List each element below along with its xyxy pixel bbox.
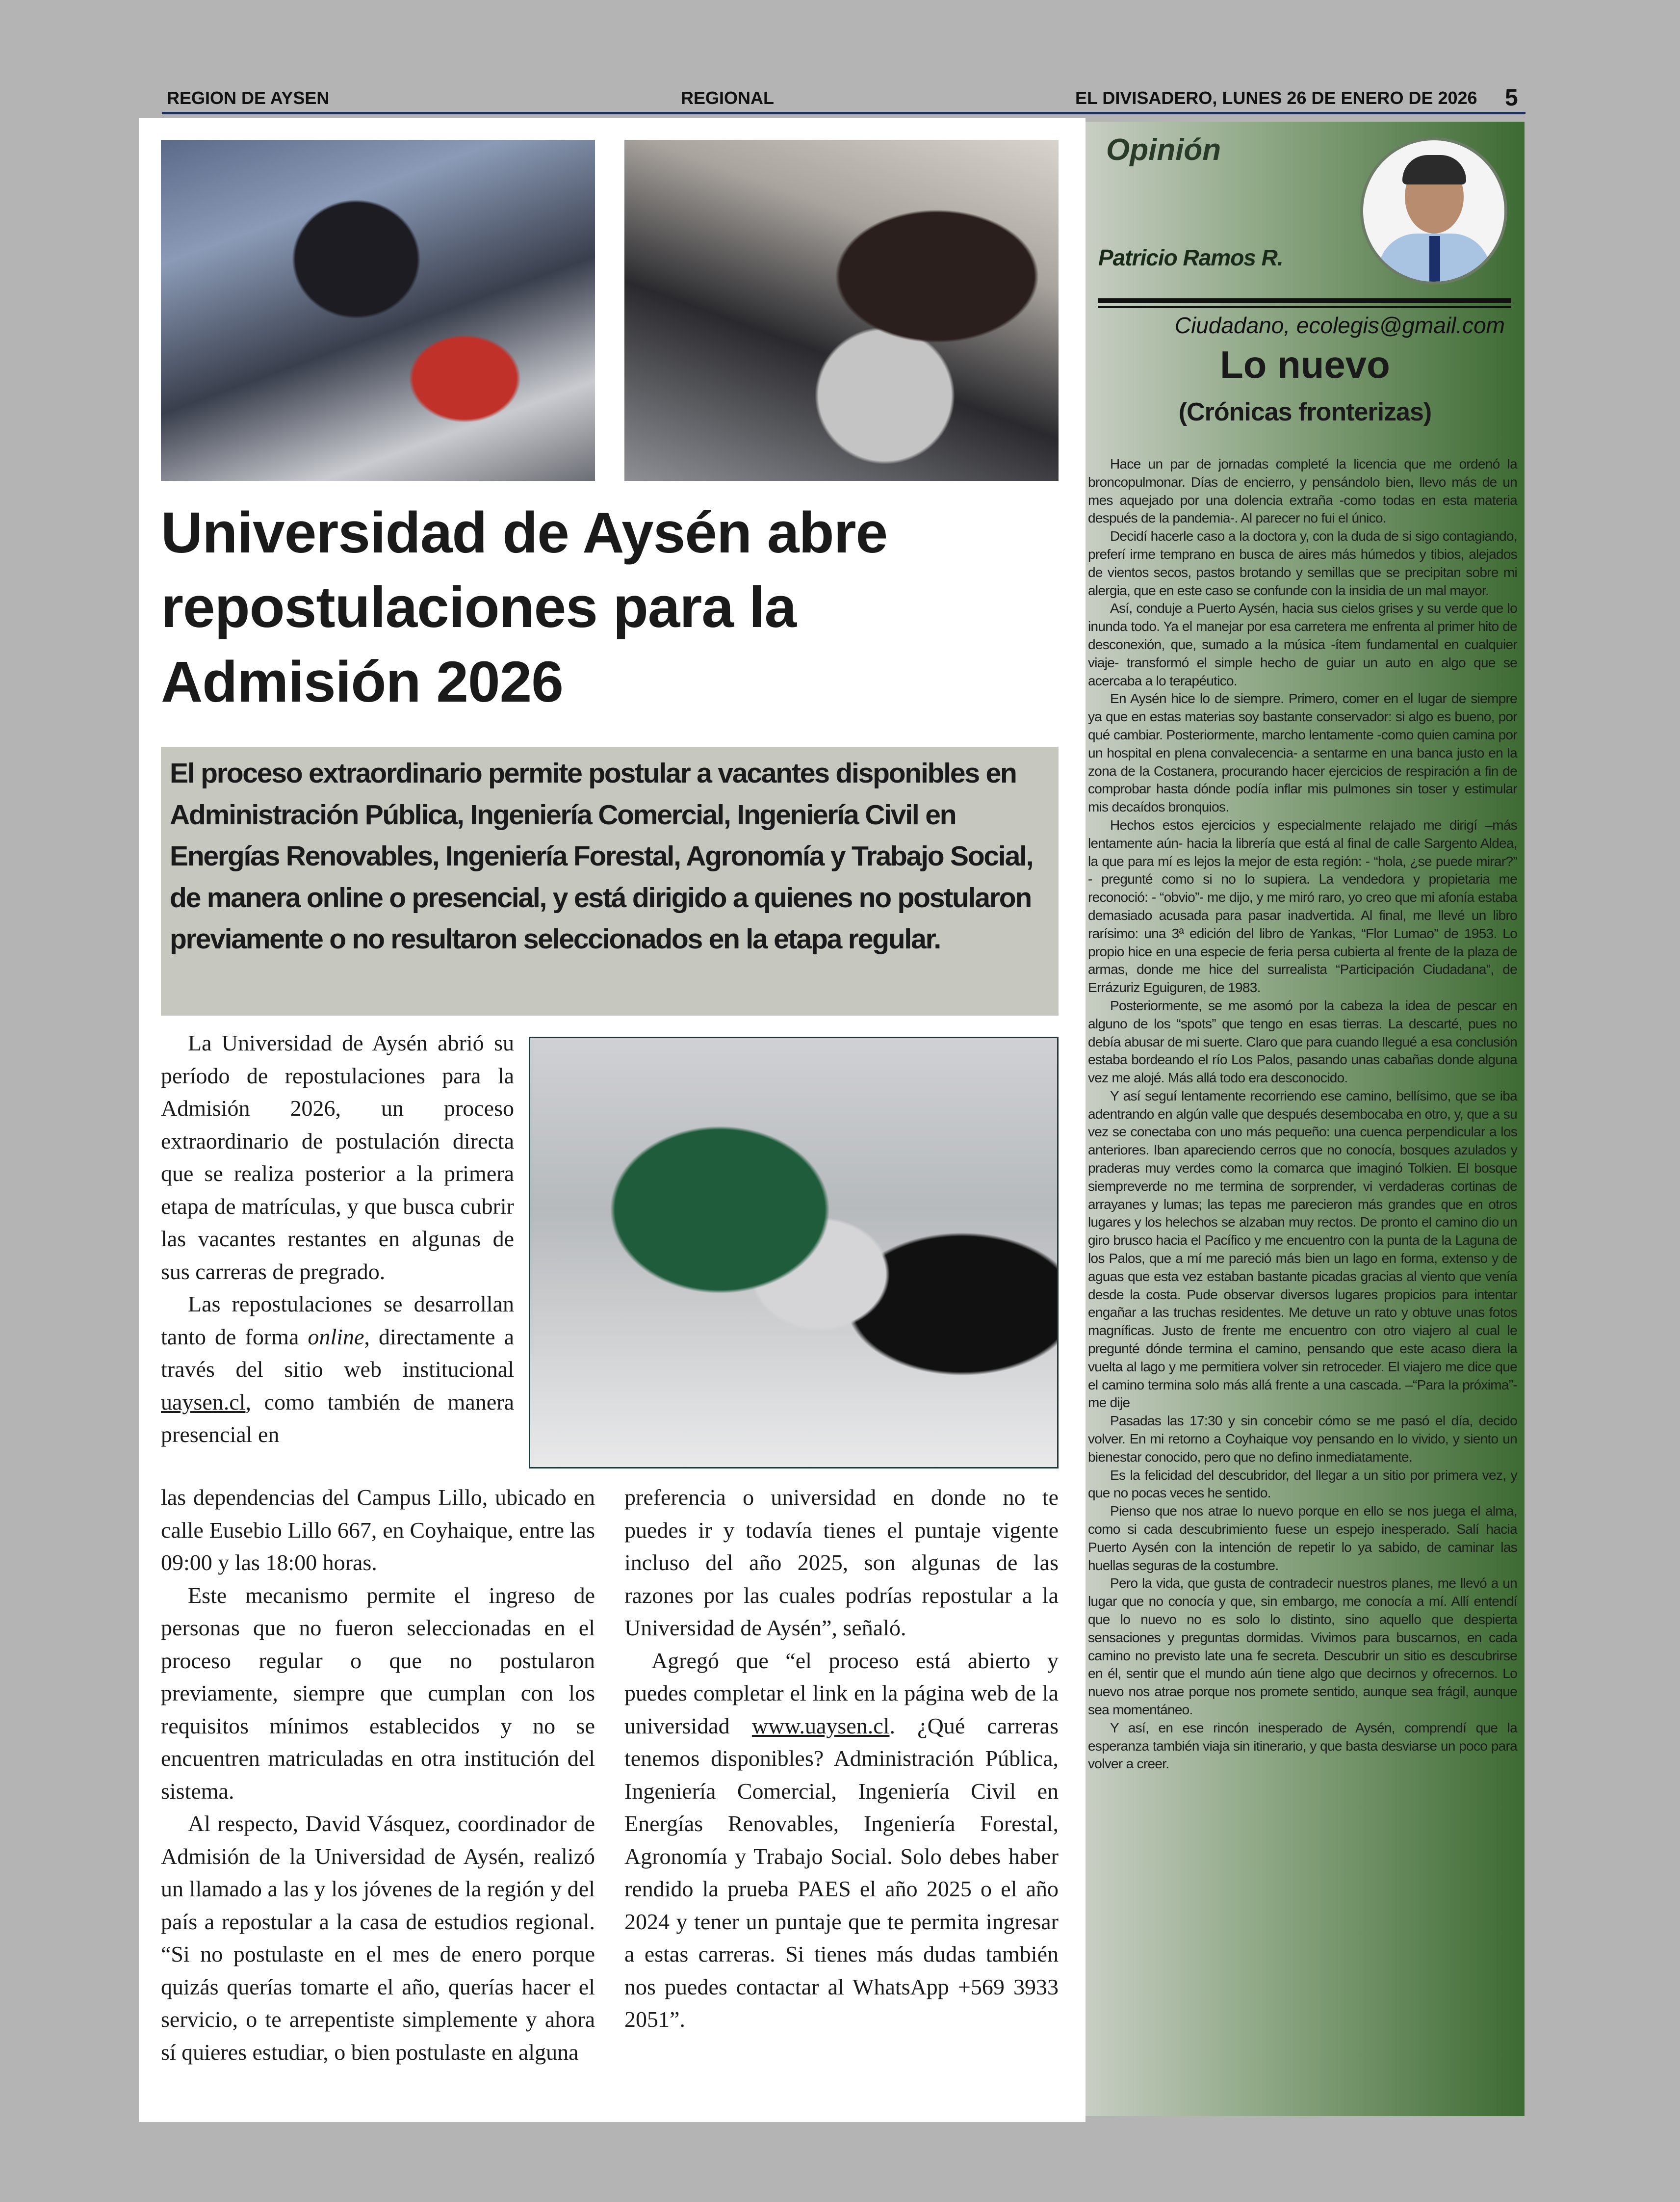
opinion-paragraph: Y así seguí lentamente recorriendo ese camino, bellísimo, que se iba adentrando en algún valle que después desembocaba en otro, y, que a su vez se conectaba con uno más pequeño: una cuenca perpendicular a los anteriores. Iban apareciendo cerros que no conocía, bosques azulados y praderas muy verdes como la comarca que imaginó Tolkien. El bosque siempreverde no me termina de sorprender, vi verdaderas cortinas de arrayanes y lumas; las tepas me parecieron más grandes que en otros lugares y los helechos se alzaban muy rectos. De pronto el camino dio un giro brusco hacia el Pacífico y me encuentro con la punta de la Laguna de los Palos, que a mí me pareció más bien un lago en forma, extenso y de aguas que esta vez estaban bastante picadas gracias al viento que venía desde la costa. Pude observar diversos lugares propicios para intentar engañar a las truchas residentes. Me detuve un rato y obtuve unas fotos magníficas. Justo de frente me encuentro con otro viajero al cual le pregunté dónde termina el camino, pensando que este acaso diera la vuelta al lago y me permitiera volver sin retroceder. El viajero me dice que el camino termina solo más allá frente a una cascada. –“Para la próxima”- me dije (1088, 1088, 1517, 1411)
page-number: 5 (1505, 85, 1518, 111)
www-uaysen-link[interactable]: www.uaysen.cl (751, 1713, 890, 1738)
online-emphasis: online (308, 1324, 364, 1349)
article-column-right-bottom (624, 1481, 1059, 2036)
article-lead-box (161, 747, 1059, 1016)
photo-students-at-monitor-3 (529, 1037, 1059, 1468)
section-label-left: REGION DE AYSEN (167, 88, 330, 108)
uaysen-link[interactable]: uaysen.cl (161, 1389, 246, 1415)
opinion-title: Lo nuevo (1220, 343, 1390, 386)
article-column-left-bottom (161, 1481, 595, 2069)
opinion-paragraph: Pasadas las 17:30 y sin concebir cómo se me pasó el día, decido volver. En mi retorno a Coyhaique voy pensando en lo vivido, y siento un bienestar conocido, pero que no defino inmediatamente. (1088, 1413, 1517, 1465)
opinion-paragraph: Y así, en ese rincón inesperado de Aysén, comprendí que la esperanza también viaja sin itinerario, y que basta desviarse un poco para volver a creer. (1088, 1720, 1517, 1772)
opinion-rule-thin (1098, 306, 1511, 308)
article-lead: El proceso extraordinario permite postular a vacantes disponibles en Administración Pública, Ingeniería Comercial, Ingeniería Civil en Energías Renovables, Ingeniería Forestal, Agronomía y Trabajo Social, de manera online o presencial, y está dirigido a quienes no postularon previamente o no resultaron seleccionados en la etapa regular. (170, 758, 1033, 955)
opinion-paragraph: Pienso que nos atrae lo nuevo porque en ello se nos juega el alma, como si cada descubrimiento fuese un espejo inesperado. Salí hacia Puerto Aysén con la intención de repetir lo ya sabido, de caminar las huellas seguras de la costumbre. (1088, 1503, 1517, 1573)
article-paragraph-4-continued: preferencia o universidad en donde no te puedes ir y todavía tienes el puntaje vigente incluso del año 2025, son algunas de las razones por las cuales podrías repostular a la Universidad de Aysén”, señaló. (624, 1485, 1059, 1640)
opinion-column (1086, 122, 1525, 2116)
section-label-center: REGIONAL (681, 88, 775, 108)
opinion-paragraph: Es la felicidad del descubridor, del llegar a un sitio por primera vez, y que no pocas veces he sentido. (1088, 1467, 1517, 1501)
header-rule (162, 112, 1525, 114)
photo-students-computer-lab-1 (161, 140, 595, 481)
opinion-author: Patricio Ramos R. (1098, 245, 1283, 270)
opinion-paragraph: Decidí hacerle caso a la doctora y, con la duda de si sigo contagiando, preferí irme temprano en busca de aires más húmedos y tibios, alejados de vientos secos, pastos brotando y semillas que se precipitan sobre mi alergia, que en este caso se confunde con la insidia de un mal mayor. (1088, 528, 1517, 598)
issue-date: EL DIVISADERO, LUNES 26 DE ENERO DE 2026 (1075, 88, 1477, 108)
opinion-paragraph: En Aysén hice lo de siempre. Primero, comer en el lugar de siempre ya que en estas materias soy bastante conservador: si algo es bueno, por qué cambiar. Posteriormente, marcho lentamente -como quien camina por un hospital en plena convalecencia- a sentarme en una banca justo en la zona de la Costanera, procurando hacer ejercicios de respiración a fin de comprobar hasta dónde podía inflar mis pulmones sin toser y estimular mis decaídos bronquios. (1088, 691, 1517, 815)
article-paragraph-2-continued: las dependencias del Campus Lillo, ubicado en calle Eusebio Lillo 667, en Coyhaique, entre las 09:00 y las 18:00 horas. (161, 1485, 595, 1575)
opinion-paragraph: Así, conduje a Puerto Aysén, hacia sus cielos grises y su verde que lo inunda todo. Ya el manejar por esa carretera me enfrenta al primer hito de desconexión, que, sumado a la música -ítem fundamental en cualquier viaje- transformó el simple hecho de guiar un auto en algo que se acercaba a lo terapéutico. (1088, 601, 1517, 688)
author-avatar (1360, 137, 1507, 285)
opinion-paragraph: Pero la vida, que gusta de contradecir nuestros planes, me llevó a un lugar que no conocía y que, sin embargo, me conocía a mí. Allí entendí que lo nuevo no es solo lo distinto, sino aquello que despierta sensaciones y preguntas dormidas. Vivimos para buscarnos, en cada camino no previsto late una fe secreta. Descubrir un sitio es descubrirse en él, sentir que el mundo aún tiene algo que decirnos y ofrecernos. Lo nuevo nos atrae porque nos promete sentido, aunque sea frágil, aunque sea momentáneo. (1088, 1575, 1517, 1717)
opinion-byline: Ciudadano, ecolegis@gmail.com (1174, 313, 1505, 338)
photo-student-at-computer-2 (624, 140, 1059, 481)
opinion-paragraph: Posteriormente, se me asomó por la cabeza la idea de pescar en alguno de los “spots” que tengo en esas tierras. La descarté, pues no debía abusar de mi suerte. Claro que para cuando llegué a esa conclusión estaba bordeando el río Los Palos, pasando unas cabañas donde alguna vez me alojé. Más allá todo era desconocido. (1088, 997, 1517, 1086)
opinion-subtitle: (Crónicas fronterizas) (1178, 398, 1432, 426)
opinion-body (1088, 455, 1517, 1773)
opinion-kicker: Opinión (1106, 133, 1221, 167)
article-paragraph-4: Al respecto, David Vásquez, coordinador de Admisión de la Universidad de Aysén, realizó un llamado a las y los jóvenes de la región y del país a repostular a la casa de estudios regional. “Si no postulaste en el mes de enero porque quizás querías tomarte el año, querías hacer el servicio, o te arrepentiste simplemente y ahora sí quieres estudiar, o bien postulaste en alguna (161, 1811, 595, 2065)
article-column-left-top (161, 1027, 514, 1451)
article-paragraph-3: Este mecanismo permite el ingreso de personas que no fueron seleccionadas en el proceso regular o que no postularon previamente, siempre que cumplan con los requisitos mínimos establecidos y no se encuentren matriculadas en otra institución del sistema. (161, 1582, 595, 1804)
article-paragraph-5: Agregó que “el proceso está abierto y puedes completar el link en la página web de la universidad www.uaysen.cl. ¿Qué carreras tenemos disponibles? Administración Pública, Ingeniería Comercial, Ingeniería Civil en Energías Renovables, Ingeniería Forestal, Agronomía y Trabajo Social. Solo debes haber rendido la prueba PAES el año 2025 o el año 2024 y tener un puntaje que te permita ingresar a estas carreras. Si tienes más dudas también nos puedes contactar al WhatsApp +569 3933 2051”. (624, 1648, 1059, 2032)
article-headline: Universidad de Aysén abre repostulaciones para la Admisión 2026 (161, 500, 888, 714)
article-paragraph-1: La Universidad de Aysén abrió su período de repostulaciones para la Admisión 2026, un proceso extraordinario de postulación directa que se realiza posterior a la primera etapa de matrículas, y que busca cubrir las vacantes restantes en algunas de sus carreras de pregrado. (161, 1030, 514, 1284)
article-panel (139, 118, 1086, 2122)
opinion-paragraph: Hechos estos ejercicios y especialmente relajado me dirigí –más lentamente aún- hacia la librería que está al final de calle Sargento Aldea, la que para mí es lejos la mejor de esta región: - “hola, ¿se puede mirar?” - pregunté como si no lo supiera. La vendedora y propietaria me reconoció: - “obvio”- me dijo, y me miró raro, yo creo que mi afonía estaba demasiado acusada para pasar inadvertida. Al final, me llevé un libro rarísimo: una 3ª edición del libro de Yankas, “Flor Lumao” de 1953. Lo propio hice en una especie de feria persa cubierta al frente de la plaza de armas, donde me hice del surrealista “Participación Ciudadana”, de Errázuriz Eguiguren, de 1983. (1088, 817, 1517, 996)
opinion-rule (1098, 298, 1511, 303)
article-paragraph-2: Las repostulaciones se desarrollan tanto de forma online, directamente a través del sitio web institucional uaysen.cl, como también de manera presencial en (161, 1291, 514, 1447)
opinion-paragraph: Hace un par de jornadas completé la licencia que me ordenó la broncopulmonar. Días de encierro, y pensándolo bien, llevo más de un mes aquejado por una dolencia extraña -como todas en esta materia después de la pandemia-. Al parecer no fui el único. (1088, 456, 1517, 526)
